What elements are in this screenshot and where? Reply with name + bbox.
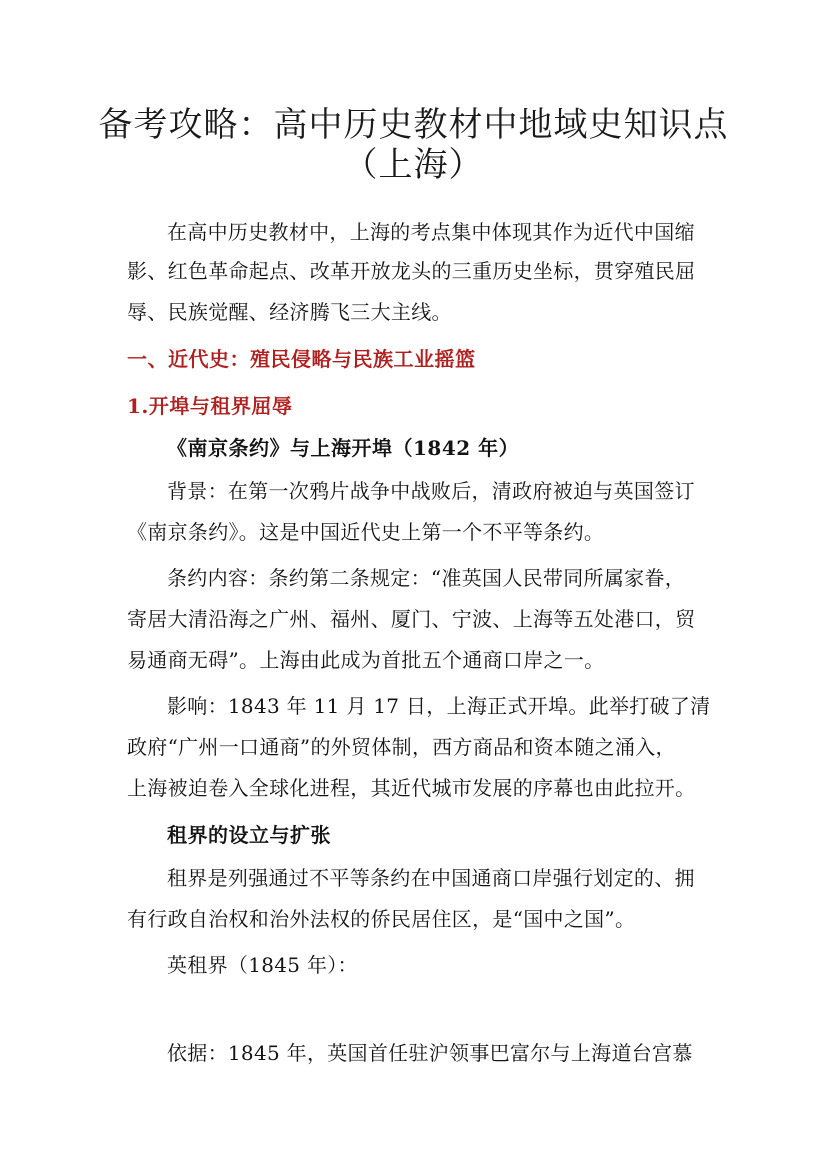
background-line-2: 《南京条约》。这是中国近代史上第一个不平等条约。	[127, 520, 605, 544]
treaty-content-line-3: 易通商无碍”。上海由此成为首批五个通商口岸之一。	[127, 648, 605, 672]
impact-line-2: 政府“广州一口通商”的外贸体制，西方商品和资本随之涌入，	[127, 735, 676, 759]
intro-line-2: 影、红色革命起点、改革开放龙头的三重历史坐标，贯穿殖民屈	[127, 259, 696, 283]
concession-def-line-1: 租界是列强通过不平等条约在中国通商口岸强行划定的、拥	[167, 866, 695, 890]
concession-heading: 租界的设立与扩张	[167, 823, 331, 847]
intro-line-1: 在高中历史教材中，上海的考点集中体现其作为近代中国缩	[167, 220, 695, 244]
impact-line-1: 影响：1843 年 11 月 17 日，上海正式开埠。此举打破了清	[167, 694, 711, 718]
background-line-1: 背景：在第一次鸦片战争中战败后，清政府被迫与英国签订	[167, 479, 695, 503]
title-line-1: 备考攻略：高中历史教材中地域史知识点	[98, 105, 729, 145]
subsection-heading: 1.开埠与租界屈辱	[127, 394, 293, 418]
intro-line-3: 辱、民族觉醒、经济腾飞三大主线。	[127, 300, 452, 324]
impact-line-3: 上海被迫卷入全球化进程，其近代城市发展的序幕也由此拉开。	[127, 776, 696, 800]
treaty-content-line-1: 条约内容：条约第二条规定：“准英国人民带同所属家眷，	[167, 566, 686, 590]
british-concession-label: 英租界（1845 年）：	[167, 953, 358, 977]
basis-line: 依据：1845 年，英国首任驻沪领事巴富尔与上海道台宫慕	[167, 1041, 693, 1065]
treaty-content-line-2: 寄居大清沿海之广州、福州、厦门、宁波、上海等五处港口，贸	[127, 607, 696, 631]
title-line-2: （上海）	[343, 145, 484, 185]
section-heading: 一、近代史：殖民侵略与民族工业摇篮	[127, 347, 476, 371]
treaty-heading: 《南京条约》与上海开埠（1842 年）	[167, 436, 520, 460]
concession-def-line-2: 有行政自治权和治外法权的侨民居住区，是“国中之国”。	[127, 907, 636, 931]
